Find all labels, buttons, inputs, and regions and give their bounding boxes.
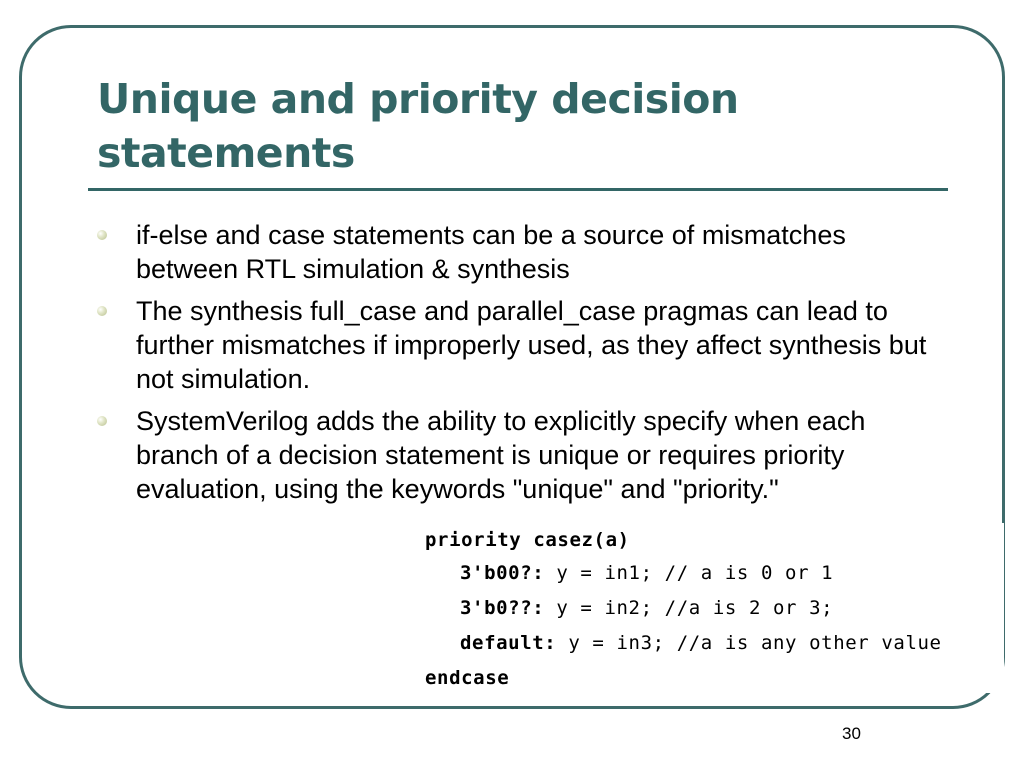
case-label: 3'b00?:	[460, 562, 545, 584]
title-divider	[88, 188, 948, 191]
page-number: 30	[842, 724, 861, 743]
code-line-case-2	[460, 596, 833, 620]
case-label: 3'b0??:	[460, 597, 545, 619]
bullet-text: SystemVerilog adds the ability to explicitly specify when each branch of a decision statement is unique or requires priority evaluation, using the keywords "unique" and "priority."	[136, 406, 866, 504]
code-example	[418, 523, 1004, 693]
code-line-endcase: endcase	[425, 667, 510, 689]
case-body: y = in2; //a is 2 or 3;	[544, 597, 834, 619]
case-body: y = in1; // a is 0 or 1	[544, 562, 834, 584]
bullet-text: if-else and case statements can be a source of mismatches between RTL simulation & synthesis	[136, 220, 846, 284]
bullet-dot-icon	[97, 230, 107, 240]
bullet-dot-icon	[97, 416, 107, 426]
bullet-item	[96, 218, 946, 286]
code-line-case-1	[460, 561, 833, 585]
bullet-dot-icon	[97, 306, 107, 316]
code-line-priority: priority casez(a)	[425, 529, 630, 551]
code-line-default	[460, 631, 942, 655]
bullet-item	[96, 294, 946, 396]
slide-title: Unique and priority decision statements	[97, 75, 739, 177]
bullet-list	[96, 218, 946, 514]
bullet-text: The synthesis full_case and parallel_case pragmas can lead to further mismatches if improperly used, as they affect synthesis but not simulation.	[136, 296, 927, 394]
case-label: default:	[460, 632, 557, 654]
bullet-item	[96, 404, 946, 506]
case-body: y = in3; //a is any other value	[556, 632, 942, 654]
